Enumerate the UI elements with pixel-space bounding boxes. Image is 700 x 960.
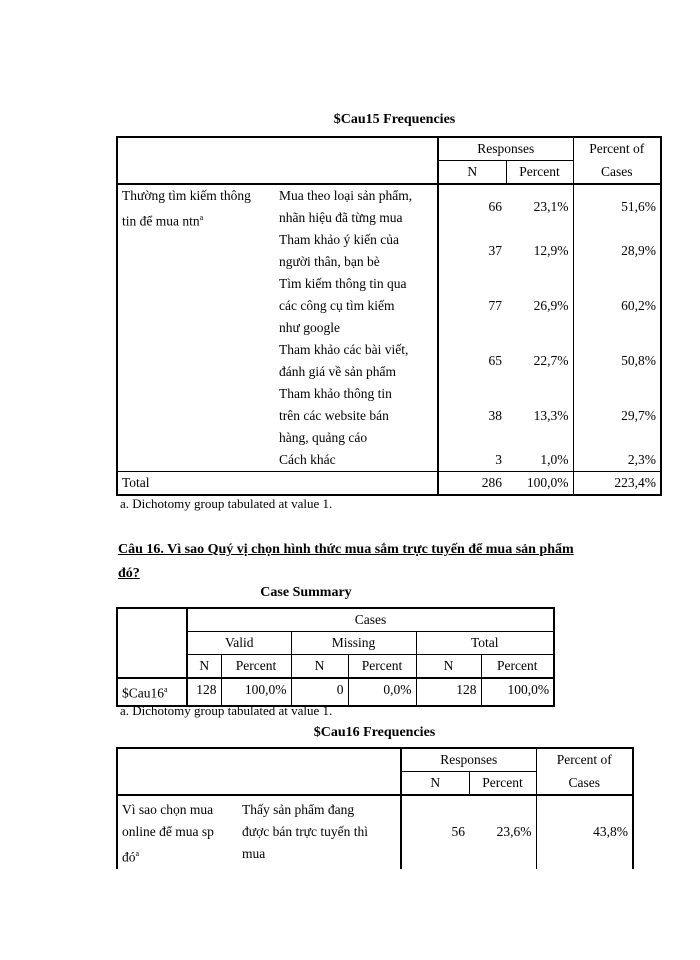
question16-line1: Câu 16. Vì sao Quý vị chọn hình thức mua sắm trực tuyến để mua sản phẩm <box>118 542 574 557</box>
freq16-row-1-label: Thấy sản phẩm đang được bán trực tuyến thì mua <box>238 795 401 869</box>
freq16-corner <box>117 748 401 795</box>
freq16-row-1-n: 56 <box>451 824 465 840</box>
case-summary-row-label: $Cau16$^a$ <box>117 678 187 706</box>
freq15-total-cases: 223,4% <box>573 472 661 496</box>
freq16-h-n: N <box>401 772 469 796</box>
freq15-row-4-label: Tham khảo thông tin trên các website bán hàng, quảng cáo <box>275 383 438 449</box>
case-summary-footnote: a. Dichotomy group tabulated at value 1. <box>120 703 333 718</box>
freq16-group-label-line2: online để mua sp <box>122 824 214 839</box>
freq16-h-responses: Responses <box>401 748 536 772</box>
freq15-row-5-label: Cách khác <box>275 449 438 472</box>
freq15-title: $Cau15 Frequencies <box>333 112 456 127</box>
freq15-row-0-pct: 23,1% <box>533 199 569 214</box>
freq15-table <box>116 136 662 496</box>
freq15-row-4-cases: 29,7% <box>573 383 661 449</box>
freq16-h-pct-cases-2: Cases <box>536 772 633 796</box>
freq15-corner <box>117 137 438 184</box>
case-summary-h-total-pct: Percent <box>481 655 554 679</box>
freq15-row-5-n: 3 <box>495 452 502 467</box>
freq15-row-2-pct: 26,9% <box>533 298 569 313</box>
freq16-group-sup: a <box>135 849 140 858</box>
case-summary-h-valid-n: N <box>187 655 221 679</box>
freq15-row-4-n: 38 <box>488 408 502 423</box>
case-summary-h-missing-n: N <box>291 655 348 679</box>
case-summary-total-pct: 100,0% <box>481 678 554 706</box>
freq15-group-label-line1: Thường tìm kiếm thông <box>122 188 251 203</box>
freq15-row-1-n: 37 <box>488 243 502 258</box>
freq15-group-label <box>117 184 275 472</box>
case-summary-h-valid-pct: Percent <box>221 655 291 679</box>
freq15-total-pct: 100,0% <box>506 472 573 496</box>
freq15-row-0-label: Mua theo loại sản phẩm, nhãn hiệu đã từng mua <box>275 184 438 229</box>
freq15-row-1-pct: 12,9% <box>533 243 569 258</box>
case-summary-missing-pct: 0,0% <box>348 678 416 706</box>
freq15-row-4-pct: 13,3% <box>533 408 569 423</box>
case-summary-h-total-n: N <box>416 655 481 679</box>
freq16-group-label-line1: Vì sao chọn mua <box>122 802 214 817</box>
freq16-table <box>116 747 634 869</box>
freq15-h-percent: Percent <box>506 161 573 185</box>
freq15-h-n: N <box>438 161 506 185</box>
case-summary-corner <box>117 608 187 678</box>
question16-line2: đó? <box>118 566 140 581</box>
case-summary-h-total: Total <box>416 632 554 655</box>
case-summary-title: Case Summary <box>260 585 352 600</box>
case-summary-valid-n: 128 <box>187 678 221 706</box>
freq16-h-percent: Percent <box>469 772 536 796</box>
freq15-h-pct-cases-2: Cases <box>573 161 661 185</box>
freq16-row-1-pct: 23,6% <box>496 824 532 840</box>
case-summary-h-missing: Missing <box>291 632 416 655</box>
freq15-group-sup: a <box>199 213 204 222</box>
freq15-h-pct-cases-1: Percent of <box>573 137 661 161</box>
case-summary-row-sup: a <box>164 685 168 694</box>
freq15-row-0-cases: 51,6% <box>573 184 661 229</box>
freq16-group-label <box>117 795 238 869</box>
freq16-title: $Cau16 Frequencies <box>313 725 436 740</box>
freq15-row-5-cases: 2,3% <box>573 449 661 472</box>
question16-heading <box>118 538 638 586</box>
freq15-row-5-pct: 1,0% <box>540 452 569 467</box>
freq15-footnote: a. Dichotomy group tabulated at value 1. <box>120 496 333 511</box>
freq15-row-2-n: 77 <box>488 298 502 313</box>
freq15-row-1-cases: 28,9% <box>573 229 661 273</box>
freq15-row-3-label: Tham khảo các bài viết, đánh giá về sản phẩm <box>275 339 438 383</box>
freq15-row-3-cases: 50,8% <box>573 339 661 383</box>
freq15-row-3-pct: 22,7% <box>533 353 569 368</box>
freq15-row-2-cases: 60,2% <box>573 273 661 339</box>
freq15-row-3-n: 65 <box>488 353 502 368</box>
case-summary-h-valid: Valid <box>187 632 291 655</box>
freq15-total-n: 286 <box>438 472 506 496</box>
case-summary-table <box>116 607 555 707</box>
freq15-row-1-label: Tham khảo ý kiến của người thân, bạn bè <box>275 229 438 273</box>
freq15-total-label: Total <box>117 472 438 496</box>
freq15-group-label-line2: tin để mua ntn$^a$ <box>122 213 204 229</box>
case-summary-h-cases: Cases <box>187 608 554 632</box>
freq16-group-label-line3: $đó^a$ <box>122 849 140 865</box>
freq16-row-1-cases: 43,8% <box>536 795 633 869</box>
freq15-h-responses: Responses <box>438 137 573 161</box>
freq15-row-0-n: 66 <box>488 199 502 214</box>
freq15-row-2-label: Tìm kiếm thông tin qua các công cụ tìm kiếm như google <box>275 273 438 339</box>
case-summary-missing-n: 0 <box>291 678 348 706</box>
case-summary-total-n: 128 <box>416 678 481 706</box>
freq16-h-pct-cases-1: Percent of <box>536 748 633 772</box>
case-summary-h-missing-pct: Percent <box>348 655 416 679</box>
case-summary-valid-pct: 100,0% <box>221 678 291 706</box>
